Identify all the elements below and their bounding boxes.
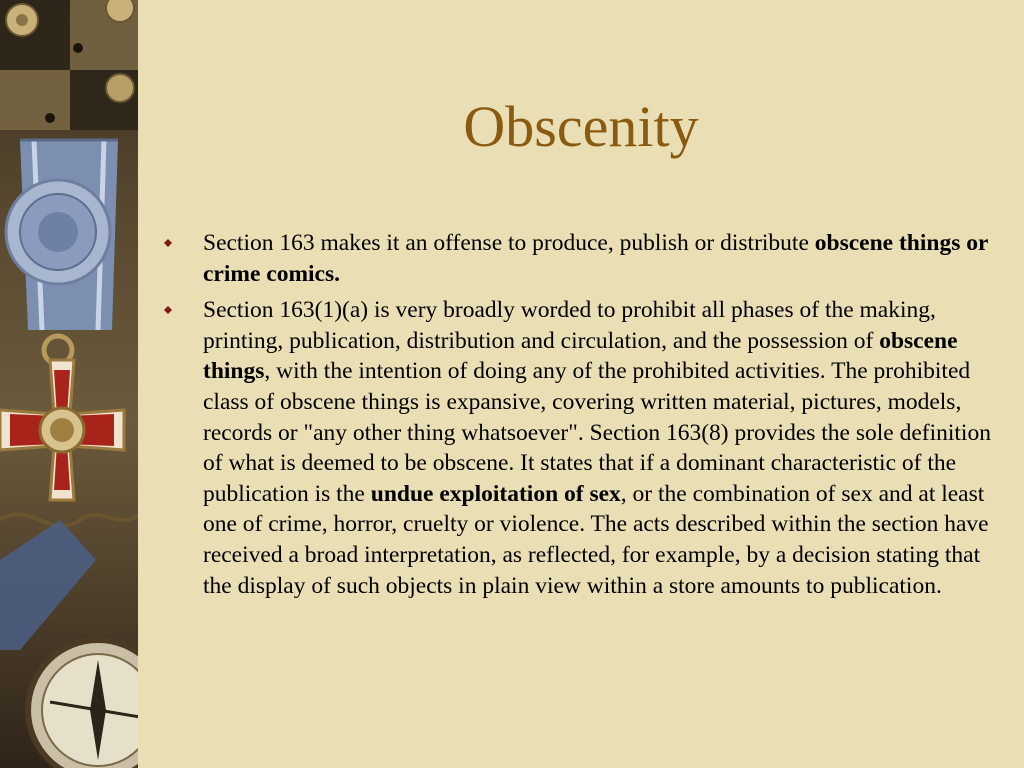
diamond-bullet-icon bbox=[164, 306, 172, 314]
bold-text: obscene things bbox=[203, 327, 958, 385]
text-segment: , with the intention of doing any of the prohibited activities. The prohibited class of obscene things is expansive, covering written material, pictures, models, records or "any other thing whatsoever". Section 163(8) provides the sole definition of what is deemed to be obscene. It states that if a dominant characteristic of the publication is the bbox=[203, 358, 991, 507]
bold-text: undue exploitation of sex bbox=[370, 480, 621, 507]
slide-title: Obscenity bbox=[463, 94, 699, 159]
bullet-list bbox=[164, 228, 1000, 607]
bullet-text bbox=[203, 297, 991, 598]
text-segment: Section 163(1)(a) is very broadly worded to prohibit all phases of the making, printing, publication, distribution and circulation, and the possession of bbox=[203, 297, 936, 354]
diamond-bullet-icon bbox=[164, 239, 172, 247]
decorative-medal-image bbox=[0, 0, 138, 768]
bullet-item bbox=[164, 295, 1000, 601]
text-segment: , or the combination of sex and at least one of crime, horror, cruelty or violence. The acts described within the section have received a broad interpretation, as reflected, for example, by a decision stating that the display of such objects in plain view within a store amounts to publication. bbox=[203, 480, 989, 599]
bullet-item bbox=[164, 228, 1000, 289]
medal-illustration bbox=[0, 0, 138, 768]
text-segment: Section 163 makes it an offense to produce, publish or distribute bbox=[203, 230, 815, 256]
bold-text: obscene things or crime comics. bbox=[203, 230, 988, 287]
bullet-text bbox=[203, 230, 988, 287]
